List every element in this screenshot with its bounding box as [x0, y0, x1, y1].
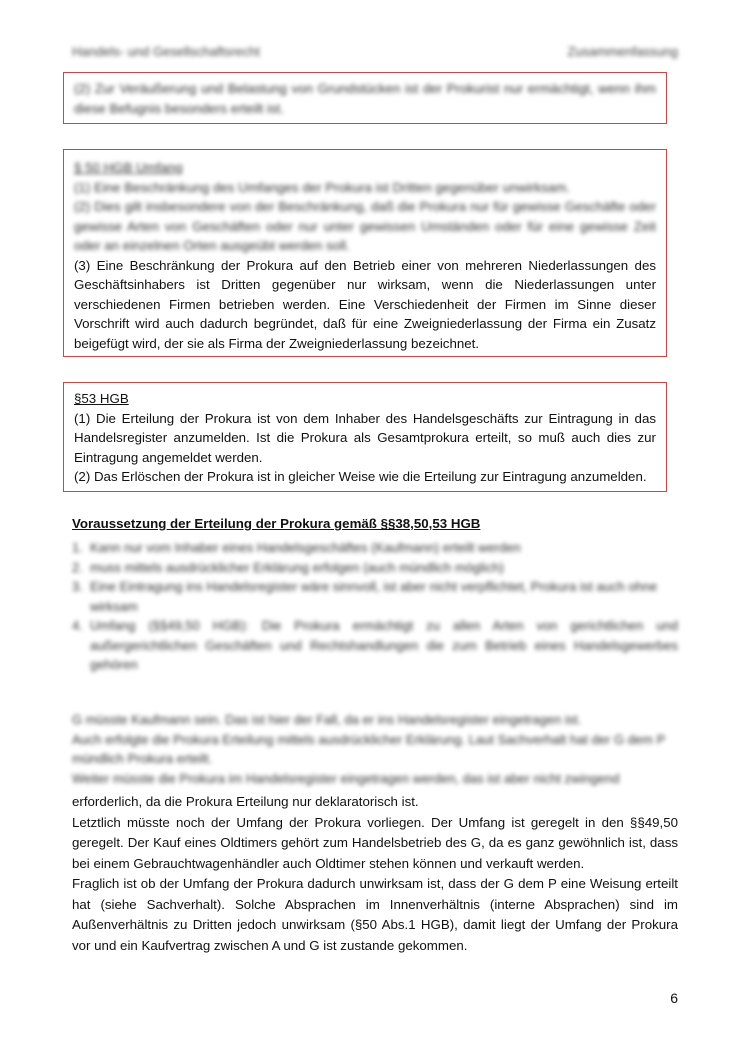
list-number: 2. — [72, 559, 83, 575]
requirements-list — [72, 538, 678, 675]
quote-paragraph-2: (2) Dies gilt insbesondere von der Beschränkung, daß die Prokura nur für gewisse Geschäfte oder gewisse Arten von Geschäften oder nur unter gewissen Umständen oder für eine gewisse Zeit oder an einzelnen Orten ausgeübt werden soll. — [74, 199, 656, 253]
quote-paragraph-3: (3) Eine Beschränkung der Prokura auf den Betrieb einer von mehreren Niederlassungen des Geschäftsinhabers ist Dritten gegenüber nur wirksam, wenn die Niederlassungen unter verschiedenen Firmen betrieben werden. Eine Verschiedenheit der Firmen im Sinne dieser Vorschrift wird auch dadurch begründet, daß für eine Zweigniederlassung der Firma ein Zusatz beigefügt wird, der sie als Firma der Zweigniederlassung bezeichnet. — [74, 257, 656, 351]
case-analysis — [72, 792, 678, 956]
quote-box-53-hgb — [63, 382, 667, 492]
list-text: muss mittels ausdrücklicher Erklärung erfolgen (auch mündlich möglich) — [90, 559, 505, 575]
list-item — [72, 538, 678, 558]
case-line: Auch erfolgte die Prokura Erteilung mittels ausdrücklicher Erklärung. Laut Sachverhalt hat der G dem P mündlich Prokura erteilt. — [72, 731, 666, 766]
page-number: 6 — [670, 990, 678, 1006]
quote-blurred-part — [74, 158, 656, 256]
header-left: Handels- und Gesellschaftsrecht — [72, 44, 260, 59]
case-line: Weiter müsste die Prokura im Handelsregister eingetragen werden, das ist aber nicht zwingend — [72, 770, 620, 786]
case-line: G müsste Kaufmann sein. Das ist hier der Fall, da er ins Handelsregister eingetragen ist. — [72, 712, 582, 727]
list-text: Umfang (§§49,50 HGB): Die Prokura ermächtigt zu allen Arten von gerichtlichen und außergerichtlichen Geschäften und Rechtshandlungen die zum Betrieb eines Handelsgewerbes gehören — [90, 618, 678, 672]
quote-paragraph-1: (1) Eine Beschränkung des Umfanges der Prokura ist Dritten gegenüber unwirksam. — [74, 179, 570, 195]
list-item — [72, 577, 678, 616]
case-paragraph: Fraglich ist ob der Umfang der Prokura dadurch unwirksam ist, dass der G dem P eine Weisung erteilt hat (siehe Sachverhalt). Solche Absprachen im Innenverhältnis (interne Absprachen) sind im Außenverhältnis zu Dritten jedoch unwirksam (§50 Abs.1 HGB), damit liegt der Umfang der Prokura vor und ein Kaufvertrag zwischen A und G ist zustande gekommen. — [72, 876, 678, 953]
header-right: Zusammenfassung — [567, 44, 678, 59]
list-text: Eine Eintragung ins Handelsregister wäre sinnvoll, ist aber nicht verpflichtet, Prokura ist auch ohne wirksam — [90, 579, 658, 614]
section-title: Voraussetzung der Erteilung der Prokura gemäß §§38,50,53 HGB — [72, 516, 481, 531]
quote-heading: § 50 HGB Umfang — [74, 160, 183, 175]
case-analysis-blurred — [72, 710, 678, 788]
quote-box-50-hgb — [63, 149, 667, 357]
list-text: Kann nur vom Inhaber eines Handelsgeschäftes (Kaufmann) erteilt werden — [90, 540, 521, 555]
list-item — [72, 558, 678, 578]
list-number: 3. — [72, 579, 83, 594]
quote-box-prokura-grundstuecke — [63, 72, 667, 124]
quote-heading: §53 HGB — [74, 391, 129, 406]
case-paragraph: Letztlich müsste noch der Umfang der Prokura vorliegen. Der Umfang ist geregelt in den §§49,50 geregelt. Der Kauf eines Oldtimers gehört zum Handelsbetrieb des G, da es ganz gewöhnlich ist, dass bei einem Gebrauchtwagenhändler auch Oldtimer stehen können und verkauft werden. — [72, 814, 678, 871]
list-item — [72, 616, 678, 675]
quote-text: (2) Zur Veräußerung und Belastung von Grundstücken ist der Prokurist nur ermächtigt, wenn ihm diese Befugnis besonders erteilt ist. — [74, 81, 656, 116]
list-number: 4. — [72, 618, 83, 633]
case-paragraph: erforderlich, da die Prokura Erteilung nur deklaratorisch ist. — [72, 794, 419, 809]
quote-paragraph-2: (2) Das Erlöschen der Prokura ist in gleicher Weise wie die Erteilung zur Eintragung anzumelden. — [74, 469, 647, 484]
quote-paragraph-1: (1) Die Erteilung der Prokura ist von dem Inhaber des Handelsgeschäfts zur Eintragung in das Handelsregister anzumelden. Ist die Prokura als Gesamtprokura erteilt, so muß auch dies zur Eintragung angemeldet werden. — [74, 410, 656, 465]
list-number: 1. — [72, 540, 83, 555]
